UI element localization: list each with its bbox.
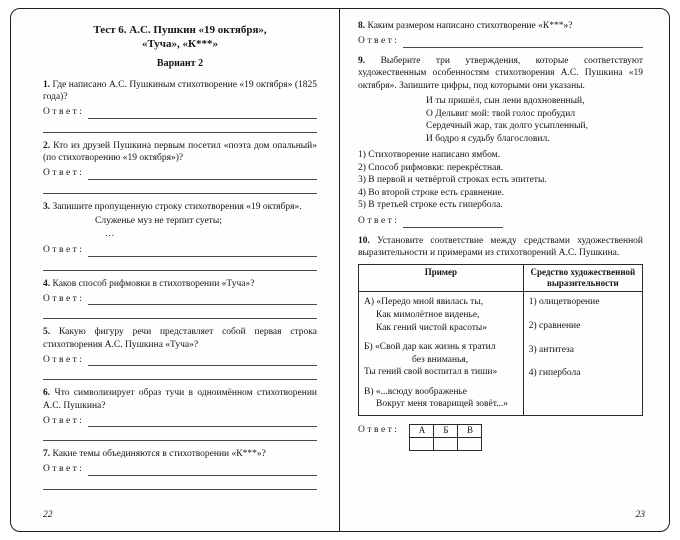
question-1 [43,79,317,133]
example-line: Как гений чистой красоты» [376,322,488,333]
page-number: 22 [43,510,53,521]
answer-line [43,367,317,380]
question-text: Что символизирует образ тучи в одноимённом стихотворении А.С. Пушкина? [43,388,318,411]
example-entry [364,341,518,379]
option-item: 3) В первой и четвёртой строках есть эпитеты. [358,175,547,186]
question-text: Каков способ рифмовки в стихотворении «Туча»? [52,278,255,289]
question-number: 2. [43,140,51,151]
test-title-line2: «Туча», «К***» [142,38,218,51]
poem-quote [426,95,643,145]
answer-block [43,463,317,476]
quote-line: Служенье муз не терпит суеты; [95,216,222,227]
example-line: без вниманья, [412,354,469,365]
example-entry [364,386,518,411]
question-text: Кто из друзей Пушкина первым посетил «поэта дом опальный» (по стихотворению «19 октября»)? [43,140,317,164]
scanned-test-spread [10,8,670,532]
answer-grid-header: Б [434,424,458,437]
means-item: 4) гипербола [528,368,581,379]
answer-line [43,258,317,271]
options-list [358,149,643,212]
question-4 [43,278,317,320]
answer-line [403,36,643,48]
option-item: 2) Способ рифмовки: перекрёстная. [358,162,504,173]
answer-label: Ответ: [43,464,85,475]
poem-line: Сердечный жар, так долго усыпленный, [426,121,588,132]
question-number: 9. [358,55,366,66]
option-item: 4) Во второй строке есть сравнение. [358,187,504,198]
question-7 [43,448,317,490]
answer-line [403,216,503,228]
answer-line [43,181,317,194]
answer-grid-cell [458,437,482,450]
answer-line [43,306,317,319]
question-5 [43,326,317,380]
question-number: 3. [43,201,51,212]
answer-block [43,106,317,119]
answer-block [43,244,317,257]
example-line: Б) «Свой дар как жизнь я тратил [364,342,496,353]
answer-grid-cell [410,437,434,450]
answer-label: Ответ: [358,424,400,435]
question-number: 8. [358,21,366,31]
answer-label: Ответ: [43,168,85,179]
question-9 [358,55,643,228]
test-title [43,23,317,52]
means-item: 3) антитеза [528,344,574,355]
question-number: 10. [358,235,370,246]
question-2 [43,140,317,194]
question-text: Установите соответствие между средствами художественной выразительности и примерами из стихотворений А.С. Пушкина. [358,235,643,259]
answer-line [43,428,317,441]
answer-block [358,215,643,228]
option-item: 5) В третьей строке есть гипербола. [358,200,503,211]
answer-label: Ответ: [43,244,85,255]
answer-line [88,168,317,180]
question-text: Какую фигуру речи представляет собой первая строка стихотворения А.С. Пушкина «Туча»? [43,327,317,350]
question-number: 5. [43,327,51,338]
answer-block [43,292,317,305]
answer-line [88,107,317,119]
answer-label: Ответ: [43,107,85,118]
question-10 [358,235,643,451]
question-text: Запишите пропущенную строку стихотворения «19 октября». [52,201,302,212]
table-header-example: Пример [359,264,524,292]
answer-line [88,293,317,305]
example-line: В) «...всюду воображенье [364,386,467,397]
answer-block [358,35,643,48]
page-22 [11,9,340,531]
means-cell [523,292,642,415]
question-6 [43,387,317,441]
answer-grid-header: А [410,424,434,437]
example-entry [364,296,518,334]
answer-label: Ответ: [43,354,85,365]
means-item: 2) сравнение [528,321,581,331]
table-header-means: Средство художественной выразительности [523,264,642,292]
example-line: А) «Передо мной явилась ты, [364,297,484,308]
quote-block [95,215,317,240]
question-number: 4. [43,278,51,289]
example-line: Как мимолётное виденье, [376,310,480,320]
answer-line [88,464,317,476]
poem-line: И бодро я судьбу благословил. [426,133,550,144]
question-text: Где написано А.С. Пушкиным стихотворение «19 октября» (1825 года)? [43,79,317,103]
question-8 [358,20,643,48]
variant-label: Вариант 2 [156,57,204,69]
answer-grid-cell [434,437,458,450]
question-text: Выберите три утверждения, которые соответствуют художественным особенностям стихотворения А.С. Пушкина «19 октября». Запишите цифры, под которыми они указаны. [358,55,644,91]
option-item: 1) Стихотворение написано ямбом. [358,150,501,161]
answer-line [88,354,317,366]
answer-label: Ответ: [43,293,85,304]
test-title-line1: Тест 6. А.С. Пушкин «19 октября», [93,24,267,36]
means-item: 1) олицетворение [528,297,600,308]
answer-label: Ответ: [358,216,400,227]
answer-grid-block [358,424,643,451]
question-3 [43,201,317,271]
answer-line [43,477,317,490]
question-number: 1. [43,79,51,90]
example-line: Ты гений свой воспитал в тиши» [364,367,498,378]
answer-block [43,167,317,180]
answer-label: Ответ: [43,415,85,426]
question-text: Какие темы объединяются в стихотворении «К***»? [52,449,266,460]
question-number: 7. [43,449,51,460]
matching-table [358,264,643,416]
answer-block [43,414,317,427]
page-number: 23 [635,510,645,521]
question-number: 6. [43,388,51,399]
answer-line [88,245,317,257]
question-text: Каким размером написано стихотворение «К***»? [367,21,573,31]
answer-line [43,120,317,133]
answer-grid-header: В [458,424,482,437]
page-23 [340,9,669,531]
example-line: Вокруг меня товарищей зовёт...» [376,399,509,410]
poem-line: И ты пришёл, сын лени вдохновенный, [426,96,585,107]
poem-line: О Дельвиг мой: твой голос пробудил [426,108,576,119]
answer-block [43,353,317,366]
examples-cell [359,292,524,415]
answer-grid [409,424,482,451]
answer-label: Ответ: [358,36,400,46]
quote-ellipsis: … [105,228,115,239]
answer-line [88,415,317,427]
